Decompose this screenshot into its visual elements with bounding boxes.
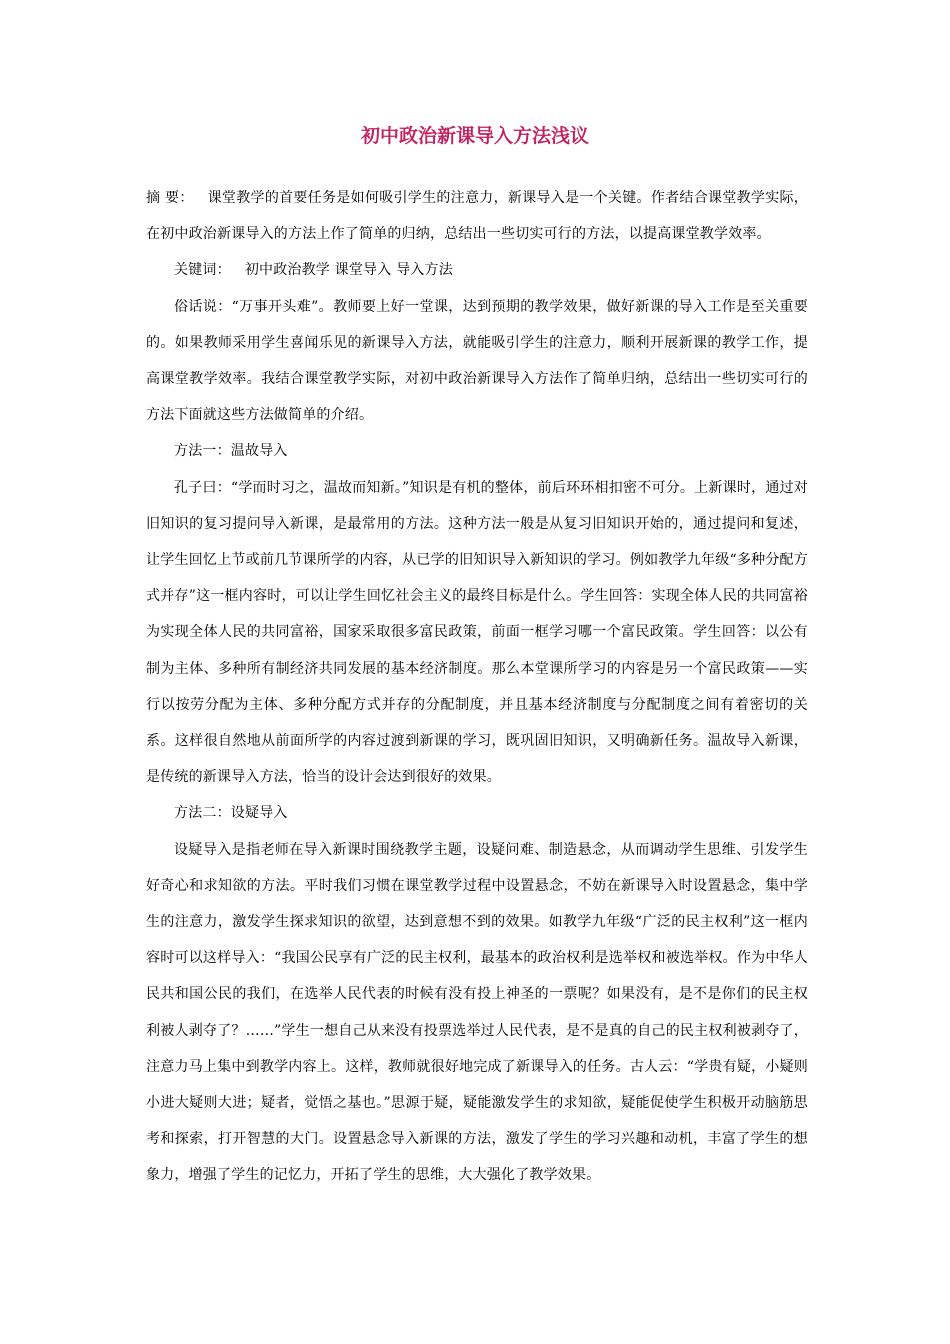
keywords-paragraph — [146, 252, 808, 288]
abstract-label: 摘 要： — [146, 190, 194, 206]
method2-paragraph: 设疑导入是指老师在导入新课时围绕教学主题，设疑问难、制造悬念，从而调动学生思维、引发学生好奇心和求知欲的方法。平时我们习惯在课堂教学过程中设置悬念，不妨在新课导入时设置悬念，集中学生的注意力，激发学生探求知识的欲望，达到意想不到的效果。如教学九年级“广泛的民主权利”这一框内容时可以这样导入：“我国公民享有广泛的民主权利，最基本的政治权利是选举权和被选举权。作为中华人民共和国公民的我们，在选举人民代表的时候有没有投上神圣的一票呢？如果没有，是不是你们的民主权利被人剥夺了？……”学生一想自己从来没有投票选举过人民代表，是不是真的自己的民主权利被剥夺了，注意力马上集中到教学内容上。这样，教师就很好地完成了新课导入的任务。古人云：“学贵有疑，小疑则小进大疑则大进；疑者，觉悟之基也。”思源于疑，疑能激发学生的求知欲，疑能促使学生积极开动脑筋思考和探索，打开智慧的大门。设置悬念导入新课的方法，激发了学生的学习兴趣和动机，丰富了学生的想象力，增强了学生的记忆力，开拓了学生的思维，大大强化了教学效果。 — [146, 841, 808, 1184]
method1-heading: 方法一：温故导入 — [174, 443, 288, 460]
keywords-label: 关键词： — [174, 262, 231, 279]
document-title: 初中政治新课导入方法浅议 — [360, 125, 589, 147]
method2-heading: 方法二：设疑导入 — [174, 805, 288, 822]
abstract-paragraph — [146, 180, 808, 252]
keywords-text: 初中政治教学 课堂导入 导入方法 — [244, 262, 453, 279]
intro-paragraph: 俗话说：“万事开头难”。教师要上好一堂课，达到预期的教学效果，做好新课的导入工作是至关重要的。如果教师采用学生喜闻乐见的新课导入方法，就能吸引学生的注意力，顺利开展新课的教学工作，提高课堂教学效率。我结合课堂教学实际，对初中政治新课导入方法作了简单归纳，总结出一些切实可行的方法下面就这些方法做简单的介绍。 — [146, 298, 808, 424]
method1-paragraph: 孔子曰：“学而时习之，温故而知新。”知识是有机的整体，前后环环相扣密不可分。上新课时，通过对旧知识的复习提问导入新课，是最常用的方法。这种方法一般是从复习旧知识开始的，通过提问和复述，让学生回忆上节或前几节课所学的内容，从已学的旧知识导入新知识的学习。例如教学九年级“多种分配方式并存”这一框内容时，可以让学生回忆社会主义的最终目标是什么。学生回答：实现全体人民的共同富裕为实现全体人民的共同富裕，国家采取很多富民政策，前面一框学习哪一个富民政策。学生回答：以公有制为主体、多种所有制经济共同发展的基本经济制度。那么本堂课所学习的内容是另一个富民政策——实行以按劳分配为主体、多种分配方式并存的分配制度，并且基本经济制度与分配制度之间有着密切的关系。这样很自然地从前面所学的内容过渡到新课的学习，既巩固旧知识，又明确新任务。温故导入新课，是传统的新课导入方法，恰当的设计会达到很好的效果。 — [146, 479, 808, 786]
document-body — [146, 180, 808, 1194]
abstract-text: 课堂教学的首要任务是如何吸引学生的注意力，新课导入是一个关键。作者结合课堂教学实际，在初中政治新课导入的方法上作了简单的归纳，总结出一些切实可行的方法，以提高课堂教学效率。 — [146, 190, 808, 243]
